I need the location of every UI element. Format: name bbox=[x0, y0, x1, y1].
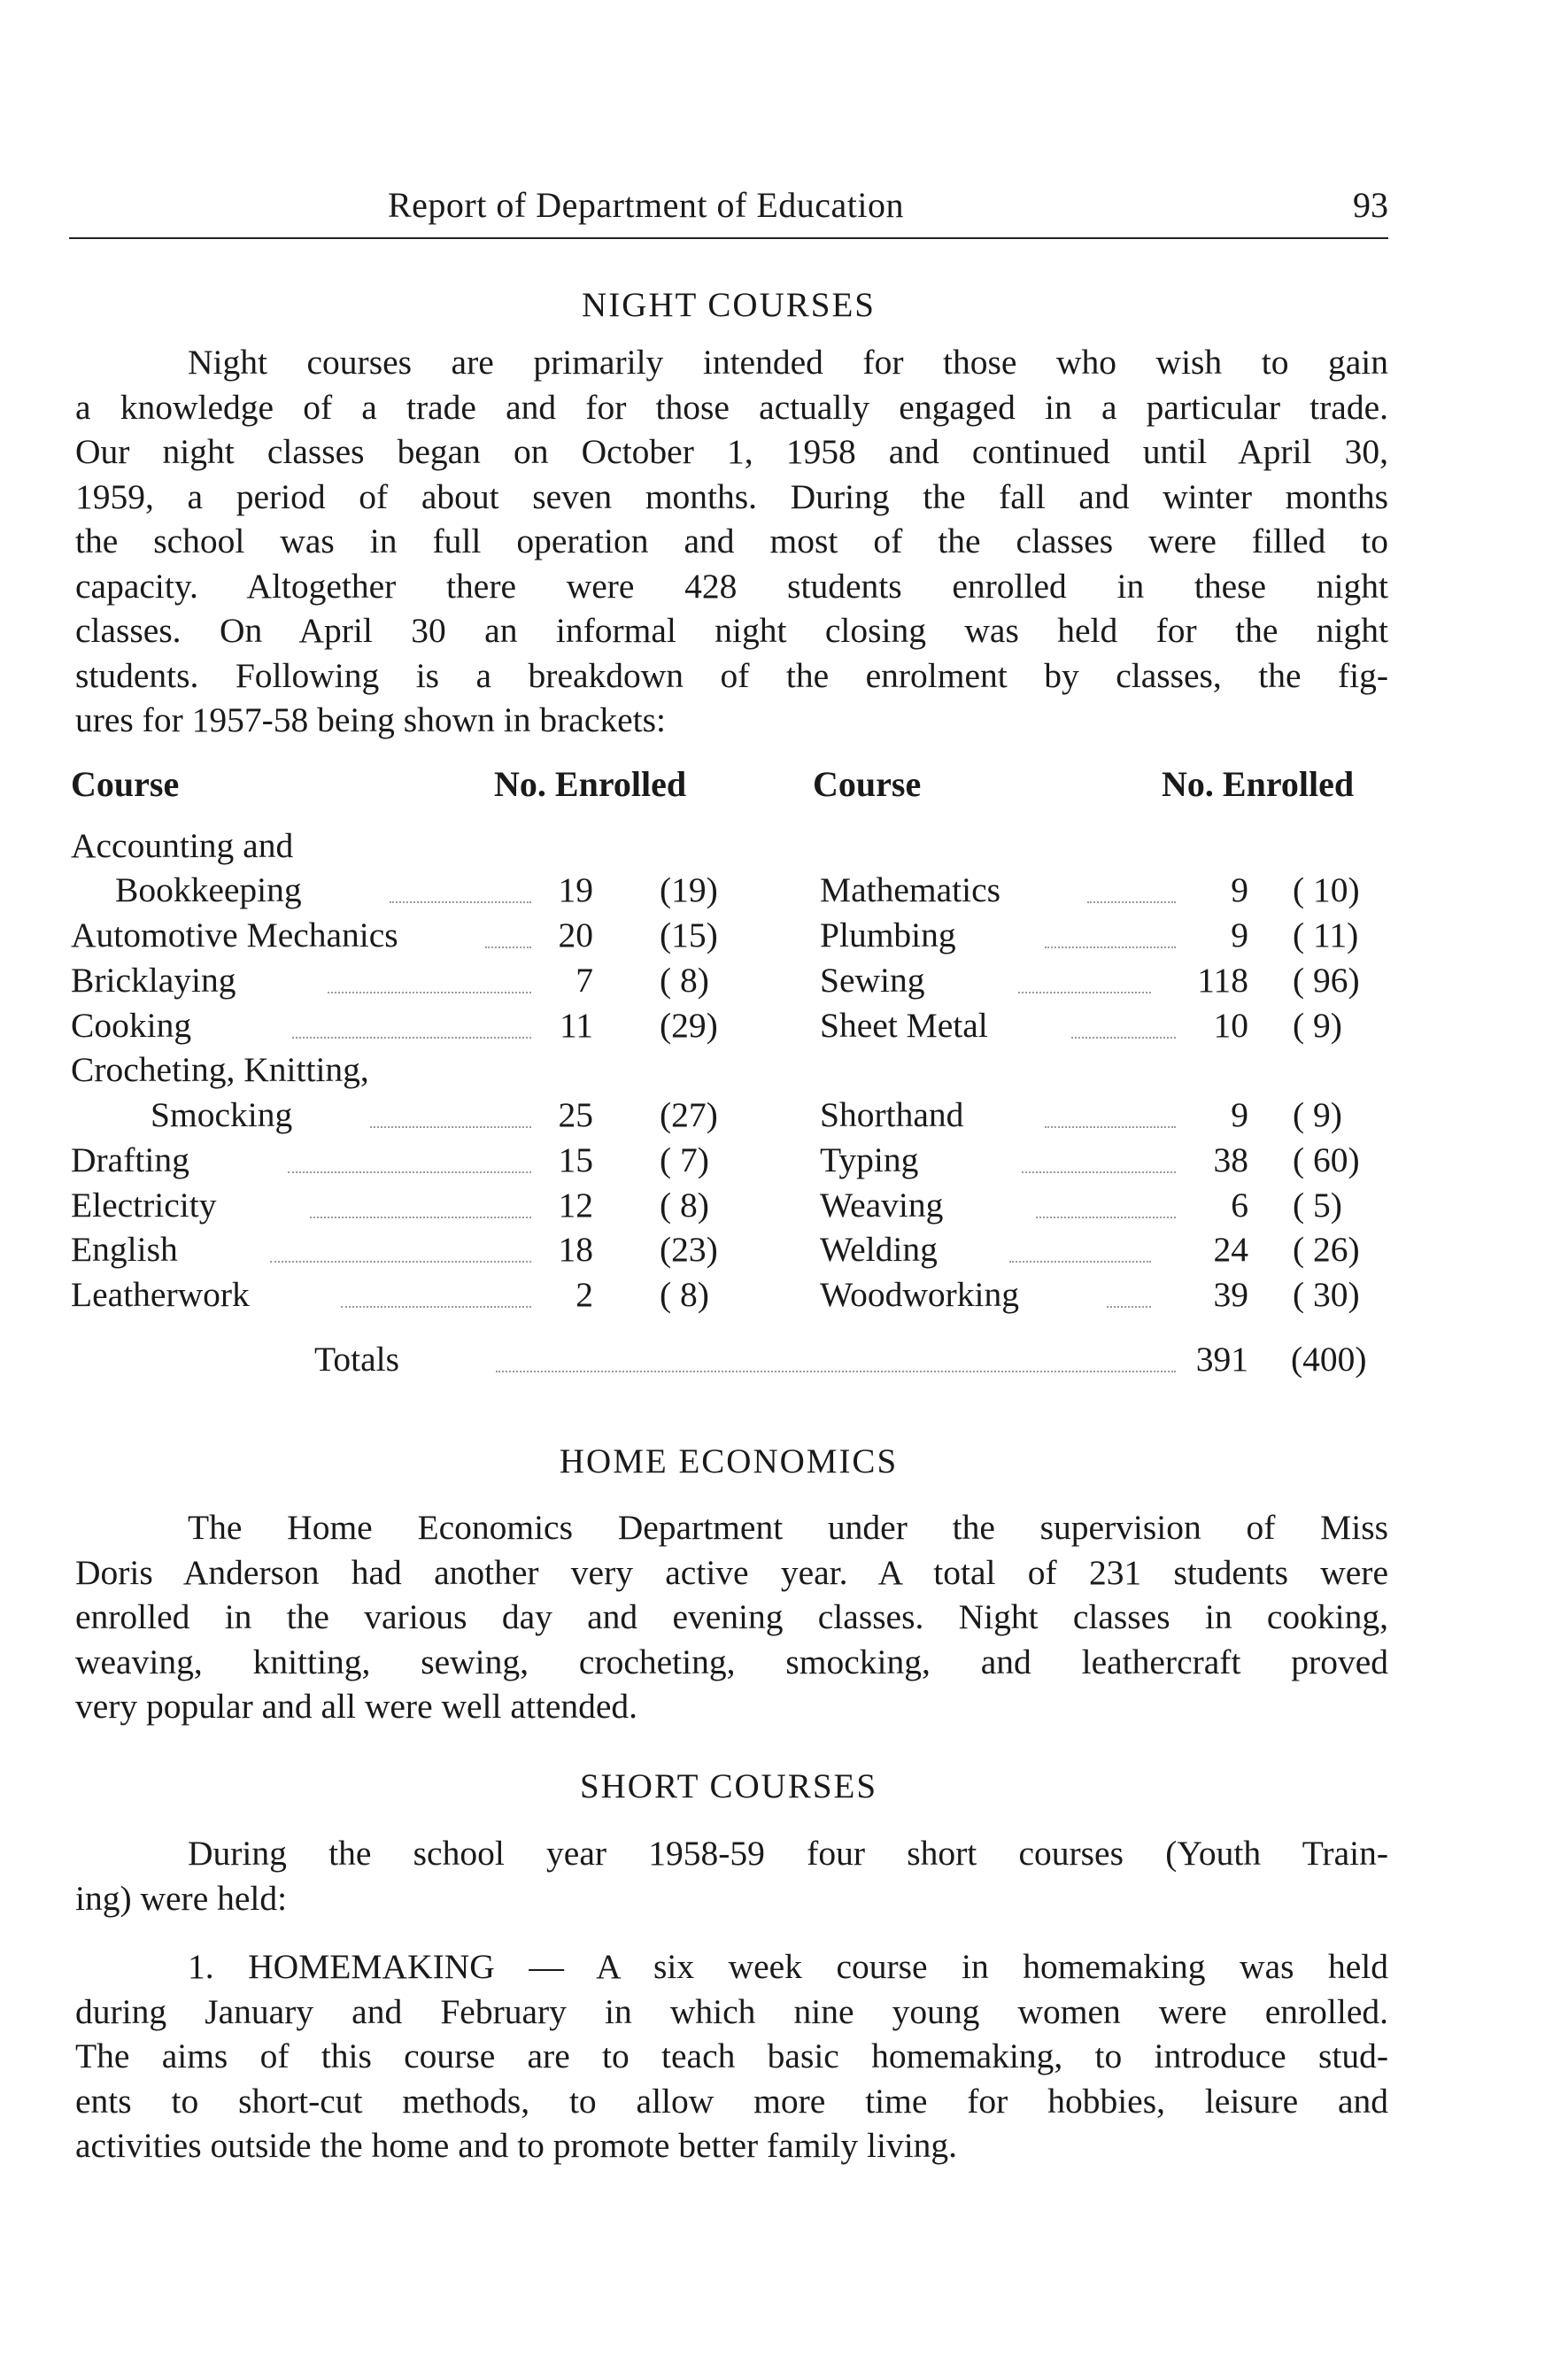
page-number: 93 bbox=[1353, 185, 1388, 225]
previous-count: ( 8) bbox=[660, 1275, 709, 1314]
previous-count: (15) bbox=[660, 916, 718, 954]
enrolled-count: 19 bbox=[558, 870, 593, 909]
totals-previous: (400) bbox=[1291, 1340, 1367, 1379]
paragraph-line: ures for 1957-58 being shown in brackets: bbox=[75, 700, 666, 739]
table-row bbox=[0, 960, 1545, 1004]
course-name: Automotive Mechanics bbox=[71, 916, 398, 954]
course-name: Woodworking bbox=[820, 1275, 1020, 1314]
course-name: Shorthand bbox=[820, 1095, 964, 1134]
dot-leader bbox=[1036, 1215, 1176, 1218]
course-name: Typing bbox=[820, 1140, 919, 1179]
dot-leader bbox=[496, 1369, 1176, 1372]
left-enrolled-column-header: No. Enrolled bbox=[494, 764, 687, 804]
course-name: Smocking bbox=[151, 1095, 293, 1134]
table-row bbox=[0, 1049, 770, 1093]
course-name: Weaving bbox=[820, 1186, 944, 1225]
dot-leader bbox=[1087, 900, 1176, 903]
paragraph-line: classes. On April 30 an informal night closing was held for the night bbox=[75, 611, 1388, 650]
previous-count: (19) bbox=[660, 870, 718, 909]
enrolled-count: 18 bbox=[558, 1230, 593, 1269]
table-row bbox=[0, 915, 1545, 959]
table-row bbox=[0, 1094, 1545, 1139]
home-economics-paragraph bbox=[75, 1505, 1388, 1729]
course-name: Sheet Metal bbox=[820, 1006, 988, 1045]
paragraph-line: activities outside the home and to promote better family living. bbox=[75, 2126, 958, 2165]
enrolled-count: 39 bbox=[1213, 1275, 1248, 1314]
paragraph-line: During the school year 1958-59 four short courses (Youth Train- bbox=[188, 1834, 1388, 1873]
dot-leader bbox=[1022, 1170, 1176, 1173]
right-enrolled-column-header: No. Enrolled bbox=[1162, 764, 1355, 804]
totals-label: Totals bbox=[314, 1340, 399, 1379]
running-title: Report of Department of Education bbox=[388, 185, 904, 225]
right-course-column-header: Course bbox=[813, 764, 922, 804]
night-courses-heading: NIGHT COURSES bbox=[582, 286, 876, 324]
paragraph-line: weaving, knitting, sewing, crocheting, smocking, and leathercraft proved bbox=[75, 1642, 1388, 1681]
course-name: Mathematics bbox=[820, 870, 1001, 909]
enrolled-count: 25 bbox=[558, 1095, 593, 1134]
running-header bbox=[69, 184, 1388, 237]
table-row bbox=[0, 869, 1545, 914]
table-row bbox=[0, 825, 770, 869]
dot-leader bbox=[1071, 1035, 1176, 1039]
paragraph-line: the school was in full operation and most of the classes were filled to bbox=[75, 522, 1388, 560]
paragraph-line: 1. HOMEMAKING — A six week course in homemaking was held bbox=[188, 1947, 1388, 1986]
enrolled-count: 118 bbox=[1197, 961, 1248, 1000]
enrolled-count: 20 bbox=[558, 916, 593, 954]
totals-row bbox=[0, 1339, 1545, 1383]
short-courses-intro bbox=[75, 1831, 1388, 1920]
course-name: Plumbing bbox=[820, 916, 956, 954]
dot-leader bbox=[1045, 945, 1176, 948]
course-name: Electricity bbox=[71, 1186, 217, 1225]
paragraph-line: The aims of this course are to teach basic homemaking, to introduce stud- bbox=[75, 2036, 1388, 2075]
previous-count: ( 96) bbox=[1293, 961, 1360, 1000]
previous-count: (23) bbox=[660, 1230, 718, 1269]
enrolled-count: 12 bbox=[558, 1186, 593, 1225]
short-courses-heading: SHORT COURSES bbox=[579, 1767, 878, 1805]
dot-leader bbox=[1107, 1304, 1151, 1308]
paragraph-line: ents to short-cut methods, to allow more time for hobbies, leisure and bbox=[75, 2081, 1388, 2121]
enrolled-count: 24 bbox=[1213, 1230, 1248, 1269]
night-courses-paragraph bbox=[75, 340, 1388, 743]
dot-leader bbox=[1018, 990, 1151, 993]
table-row bbox=[0, 1005, 1545, 1049]
course-name: Sewing bbox=[820, 961, 925, 1000]
paragraph-line: Our night classes began on October 1, 1958 and continued until April 30, bbox=[75, 432, 1388, 471]
left-course-column-header: Course bbox=[71, 764, 180, 804]
paragraph-line: a knowledge of a trade and for those actually engaged in a particular trade. bbox=[75, 387, 1388, 427]
course-name: Bookkeeping bbox=[115, 870, 302, 909]
previous-count: ( 30) bbox=[1293, 1275, 1360, 1314]
totals-enrolled: 391 bbox=[1195, 1340, 1248, 1379]
previous-count: (27) bbox=[660, 1095, 718, 1134]
homemaking-course-paragraph bbox=[75, 1944, 1388, 2168]
course-name: Welding bbox=[820, 1230, 938, 1269]
table-row bbox=[0, 1140, 1545, 1184]
previous-count: ( 8) bbox=[660, 1186, 709, 1225]
course-name-line1: Crocheting, Knitting, bbox=[71, 1050, 369, 1089]
paragraph-line: students. Following is a breakdown of the enrolment by classes, the fig- bbox=[75, 655, 1388, 695]
paragraph-line: The Home Economics Department under the supervision of Miss bbox=[188, 1508, 1388, 1547]
previous-count: ( 8) bbox=[660, 961, 709, 1000]
previous-count: ( 5) bbox=[1293, 1186, 1342, 1225]
paragraph-line: enrolled in the various day and evening classes. Night classes in cooking, bbox=[75, 1597, 1388, 1636]
course-name: Bricklaying bbox=[71, 961, 236, 1000]
enrolled-count: 9 bbox=[1231, 1095, 1248, 1134]
previous-count: (29) bbox=[660, 1006, 718, 1045]
previous-count: ( 11) bbox=[1293, 916, 1359, 954]
enrolled-count: 7 bbox=[576, 961, 593, 1000]
enrolled-count: 6 bbox=[1231, 1186, 1248, 1225]
enrolled-count: 2 bbox=[576, 1275, 593, 1314]
paragraph-line: capacity. Altogether there were 428 students enrolled in these night bbox=[75, 566, 1388, 606]
previous-count: ( 60) bbox=[1293, 1140, 1360, 1179]
dot-leader bbox=[1045, 1124, 1176, 1128]
paragraph-line: 1959, a period of about seven months. During the fall and winter months bbox=[75, 476, 1388, 516]
enrolled-count: 9 bbox=[1231, 916, 1248, 954]
home-economics-heading: HOME ECONOMICS bbox=[559, 1442, 899, 1480]
paragraph-line: very popular and all were well attended. bbox=[75, 1687, 638, 1726]
course-name: Leatherwork bbox=[71, 1275, 250, 1314]
paragraph-line: during January and February in which nine young women were enrolled. bbox=[75, 1991, 1388, 2031]
course-name: English bbox=[71, 1230, 178, 1269]
course-name: Drafting bbox=[71, 1140, 189, 1179]
enrolled-count: 10 bbox=[1213, 1006, 1248, 1045]
paragraph-line: Night courses are primarily intended for those who wish to gain bbox=[188, 343, 1388, 382]
course-name-line1: Accounting and bbox=[71, 826, 294, 865]
previous-count: ( 7) bbox=[660, 1140, 709, 1179]
header-rule bbox=[69, 237, 1388, 239]
enrolled-count: 38 bbox=[1213, 1140, 1248, 1179]
course-name: Cooking bbox=[71, 1006, 192, 1045]
enrolled-count: 9 bbox=[1231, 870, 1248, 909]
previous-count: ( 9) bbox=[1293, 1095, 1342, 1134]
previous-count: ( 9) bbox=[1293, 1006, 1342, 1045]
table-row bbox=[0, 1274, 1545, 1318]
dot-leader bbox=[1009, 1259, 1151, 1263]
paragraph-line: ing) were held: bbox=[75, 1878, 288, 1918]
previous-count: ( 26) bbox=[1293, 1230, 1360, 1269]
enrolled-count: 15 bbox=[558, 1140, 593, 1179]
paragraph-line: Doris Anderson had another very active year. A total of 231 students were bbox=[75, 1552, 1388, 1592]
table-row bbox=[0, 1185, 1545, 1229]
table-row bbox=[0, 1229, 1545, 1273]
enrolled-count: 11 bbox=[559, 1006, 593, 1045]
previous-count: ( 10) bbox=[1293, 870, 1360, 909]
